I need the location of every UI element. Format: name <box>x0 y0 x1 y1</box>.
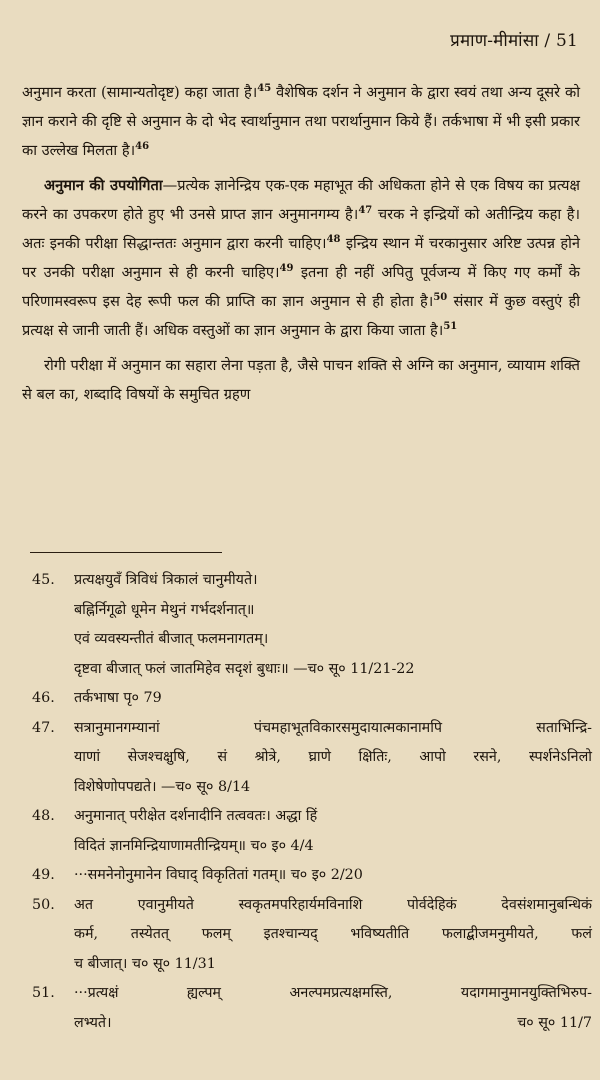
footnote-ref-49: 49 <box>279 263 294 275</box>
footnote-48 <box>32 802 592 861</box>
p3-text: रोगी परीक्षा में अनुमान का सहारा लेना पड़ता है, जैसे पाचन शक्ति से अग्नि का अनुमान, व्यायाम शक्ति से बल का, शब्दादि विषयों के समुचित ग्रहण <box>22 357 580 403</box>
footnote-citation: च० सू० 11/7 <box>517 1014 592 1031</box>
footnote-line: कर्म, तस्येतत् फलम् इतश्चान्यद् भविष्यतीति फलाद्बीजमनुमीयते, फलं <box>74 926 592 942</box>
body-text <box>22 78 580 415</box>
p2-sentence-3: इन्द्रिय स्थान में चरकानुसार अरिष्ट उत्पन्न होने पर उनकी परीक्षा अनुमान से ही करनी चाहिए। <box>22 235 580 281</box>
footnote-line: विदितं ज्ञानमिन्द्रियाणामतीन्द्रियम्॥ च० इ० 4/4 <box>74 837 314 854</box>
p2-sentence-4: इतना ही नहीं अपितु पूर्वजन्य में किए गए कर्मों के परिणामस्वरूप इस देह रूपी फल की प्राप्ति का ज्ञान अनुमान से ही होता है। <box>22 264 580 310</box>
footnotes <box>32 566 592 1038</box>
footnote-line: ···समनेनोनुमानेन विघाद् विकृतितां गतम्॥ च० इ० 2/20 <box>74 867 363 883</box>
footnote-body <box>74 714 592 803</box>
footnote-number: 51. <box>32 985 55 1001</box>
footnote-line: ···प्रत्यक्षं ह्यल्पम् अनल्पमप्रत्यक्षमस्ति, यदागमानुमानयुक्तिभिरुप- <box>74 985 592 1001</box>
paragraph-2 <box>22 171 580 345</box>
footnote-number: 48. <box>32 808 55 824</box>
footnote-number: 45. <box>32 572 55 588</box>
footnote-body <box>74 566 592 684</box>
footnote-46 <box>32 684 592 714</box>
footnote-line: अनुमानात् परीक्षेत दर्शनादीनि तत्ववतः। अद्धा हिं <box>74 808 318 824</box>
footnote-line: याणां सेजश्चक्षुषि, सं श्रोत्रे, घ्राणे क्षितिः, आपो रसने, स्पर्शनेऽनिलो <box>74 749 592 765</box>
footnote-line <box>74 1009 592 1039</box>
p1-text: अनुमान करता (सामान्यतोदृष्ट) कहा जाता है। <box>22 84 258 101</box>
footnote-number: 46. <box>32 690 55 706</box>
footnote-number: 47. <box>32 719 55 736</box>
footnote-ref-46: 46 <box>135 141 150 153</box>
footnote-line: अत एवानुमीयते स्वकृतमपरिहार्यमविनाशि पोर्वदेहिकं देवसंशमानुबन्धिकं <box>74 896 592 913</box>
footnote-line: तर्कभाषा पृ० 79 <box>74 690 162 706</box>
section-heading: अनुमान की उपयोगिता <box>44 177 163 194</box>
footnote-line: दृष्टवा बीजात् फलं जातमिहेव सदृशं बुधाः॥ —च० सू० 11/21-22 <box>74 660 415 677</box>
footnote-line: सत्रानुमानगम्यानां पंचमहाभूतविकारसमुदायात्मकानामपि सताभिन्द्रि- <box>74 719 592 736</box>
footnote-ref-51: 51 <box>443 321 458 333</box>
footnote-line: विशेषेणोपपद्यते। —च० सू० 8/14 <box>74 778 251 795</box>
footnote-line: एवं व्यवस्यन्तीतं बीजात् फलमनागतम्। <box>74 631 269 647</box>
p2-sentence-1: —प्रत्येक ज्ञानेन्द्रिय एक-एक महाभूत की अधिकता होने से एक विषय का प्रत्यक्ष करने का उपकरण होते हुए भी उनसे प्राप्त ज्ञान अनुमानगम्य है। <box>22 177 580 223</box>
running-head: प्रमाण-मीमांसा / 51 <box>450 31 578 51</box>
footnote-line: प्रत्यक्षयुवँ त्रिविधं त्रिकालं चानुमीयते। <box>74 572 258 588</box>
footnote-50 <box>32 891 592 980</box>
footnote-ref-50: 50 <box>433 292 448 304</box>
footnote-number: 50. <box>32 896 55 913</box>
p2-sentence-5: संसार में कुछ वस्तुएं ही प्रत्यक्ष से जानी जाती हैं। अधिक वस्तुओं का ज्ञान अनुमान के द्वारा किया जाता है। <box>22 293 580 339</box>
footnote-line-left: लभ्यते। <box>74 1014 112 1031</box>
footnote-47 <box>32 714 592 803</box>
footnote-51 <box>32 979 592 1038</box>
footnote-body <box>74 891 592 980</box>
paragraph-3 <box>22 351 580 409</box>
footnote-divider <box>30 552 222 553</box>
p1-text-2: वैशेषिक दर्शन ने अनुमान के द्वारा स्वयं तथा अन्य दूसरे को ज्ञान कराने की दृष्टि से अनुमान के दो भेद स्वार्थानुमान तथा परार्थानुमान किये हैं। तर्कभाषा में भी इसी प्रकार का उल्लेख मिलता है। <box>22 84 581 159</box>
footnote-body <box>74 861 592 891</box>
footnote-body <box>74 684 592 714</box>
footnote-number: 49. <box>32 867 55 883</box>
footnote-ref-48: 48 <box>326 234 341 246</box>
footnote-ref-45: 45 <box>257 83 272 95</box>
p2-sentence-2: चरक ने इन्द्रियों को अतीन्द्रिय कहा है। अतः इनकी परीक्षा सिद्धान्ततः अनुमान द्वारा करनी चाहिए। <box>22 206 580 252</box>
footnote-49 <box>32 861 592 891</box>
footnote-line: बह्निर्निगूढो धूमेन मेथुनं गर्भदर्शनात्॥ <box>74 601 255 618</box>
paragraph-1 <box>22 78 580 165</box>
footnote-ref-47: 47 <box>358 205 373 217</box>
footnote-45 <box>32 566 592 684</box>
footnote-line: च बीजात्। च० सू० 11/31 <box>74 955 216 972</box>
footnote-body <box>74 802 592 861</box>
footnote-body <box>74 979 592 1038</box>
